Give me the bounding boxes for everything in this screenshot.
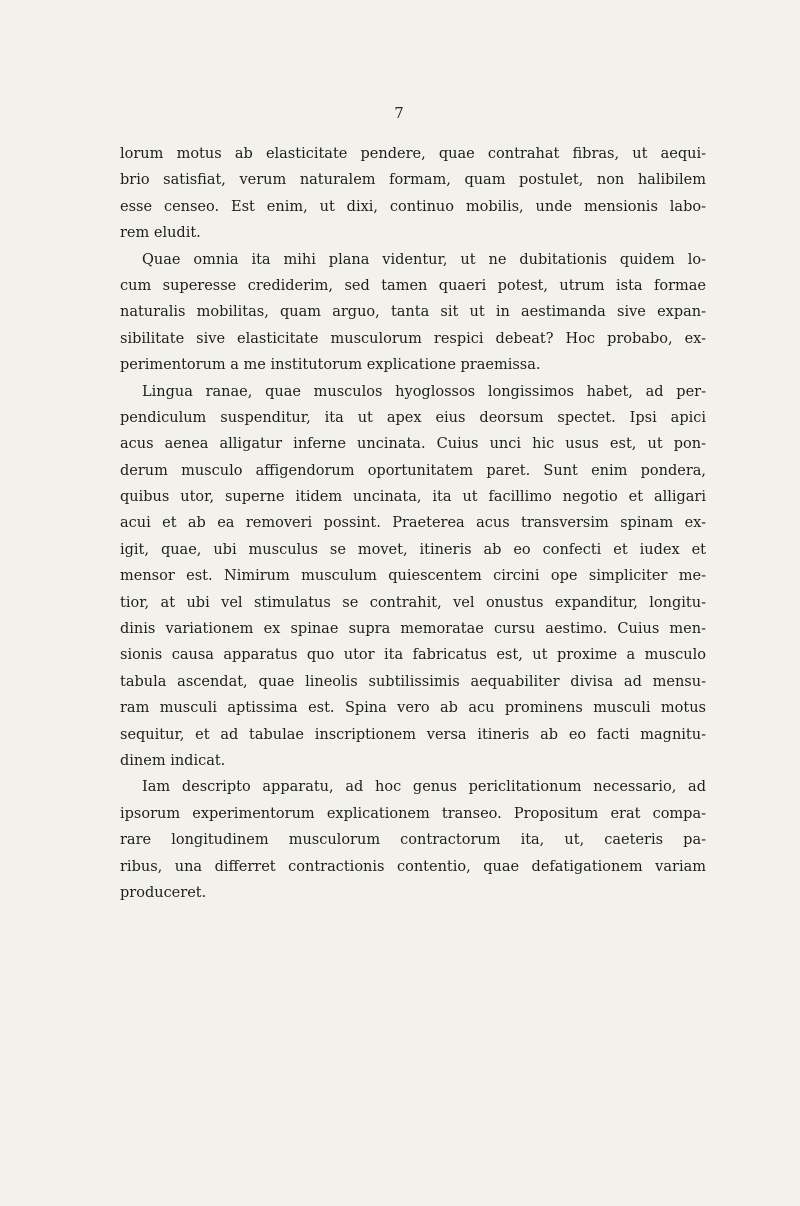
text-line: dinis variationem ex spinae supra memoratae cursu aestimo. Cuius men- <box>120 621 706 638</box>
body-text <box>120 141 706 906</box>
text-line: derum musculo affigendorum oportunitatem paret. Sunt enim pondera, <box>120 462 706 479</box>
text-line: produceret. <box>120 884 207 901</box>
text-line: ribus, una differret contractionis contentio, quae defatigationem variam <box>120 858 706 875</box>
text-line: tabula ascendat, quae lineolis subtilissimis aequabiliter divisa ad mensu- <box>120 673 706 690</box>
text-line: tior, at ubi vel stimulatus se contrahit, vel onustus expanditur, longitu- <box>120 594 706 611</box>
text-line: cum superesse crediderim, sed tamen quaeri potest, utrum ista formae <box>120 277 706 294</box>
text-line: Lingua ranae, quae musculos hyoglossos longissimos habet, ad per- <box>142 383 706 400</box>
text-line: quibus utor, superne itidem uncinata, ita ut facillimo negotio et alligari <box>120 489 706 506</box>
text-line: naturalis mobilitas, quam arguo, tanta sit ut in aestimanda sive expan- <box>120 304 706 321</box>
text-line: acus aenea alligatur inferne uncinata. Cuius unci hic usus est, ut pon- <box>120 436 706 453</box>
text-line: esse censeo. Est enim, ut dixi, continuo mobilis, unde mensionis labo- <box>120 198 706 215</box>
page-number: 7 <box>394 104 404 122</box>
text-line: sionis causa apparatus quo utor ita fabricatus est, ut proxime a musculo <box>120 647 706 664</box>
text-line: dinem indicat. <box>120 752 226 769</box>
text-line: ram musculi aptissima est. Spina vero ab acu prominens musculi motus <box>120 700 706 717</box>
text-line: pendiculum suspenditur, ita ut apex eius deorsum spectet. Ipsi apici <box>120 409 706 426</box>
text-line: rare longitudinem musculorum contractorum ita, ut, caeteris pa- <box>120 832 706 849</box>
text-line: lorum motus ab elasticitate pendere, quae contrahat fibras, ut aequi- <box>120 146 706 162</box>
text-line: mensor est. Nimirum musculum quiescentem circini ope simpliciter me- <box>120 568 706 585</box>
text-line: igit, quae, ubi musculus se movet, itineris ab eo confecti et iudex et <box>120 541 706 558</box>
text-line: Iam descripto apparatu, ad hoc genus periclitationum necessario, ad <box>142 779 706 796</box>
text-line: rem eludit. <box>120 225 201 242</box>
text-line: Quae omnia ita mihi plana videntur, ut ne dubitationis quidem lo- <box>142 251 706 268</box>
text-line: sibilitate sive elasticitate musculorum respici debeat? Hoc probabo, ex- <box>120 330 706 347</box>
text-line: ipsorum experimentorum explicationem transeo. Propositum erat compa- <box>120 805 706 822</box>
text-line: perimentorum a me institutorum explicatione praemissa. <box>120 357 541 374</box>
text-line: acui et ab ea removeri possint. Praeterea acus transversim spinam ex- <box>120 515 706 532</box>
text-line: sequitur, et ad tabulae inscriptionem versa itineris ab eo facti magnitu- <box>120 726 706 743</box>
text-line: brio satisfiat, verum naturalem formam, quam postulet, non halibilem <box>120 172 706 189</box>
